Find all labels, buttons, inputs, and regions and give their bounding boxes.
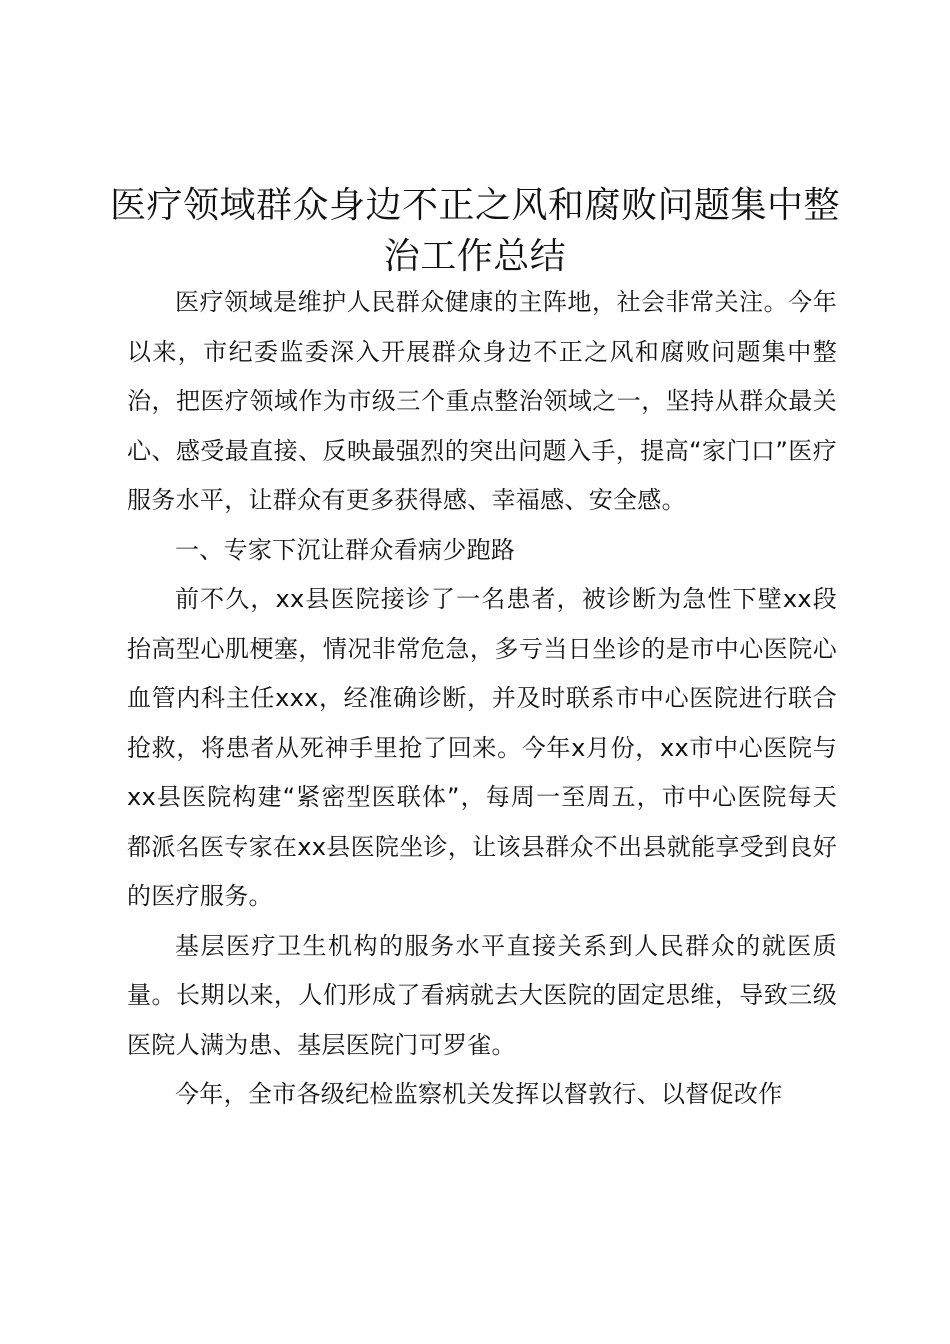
- document-title: 医疗领域群众身边不正之风和腐败问题集中整治工作总结: [109, 185, 840, 277]
- section-heading-1: 一、专家下沉让群众看病少跑路: [175, 535, 516, 564]
- paragraph-intro: 医疗领域是维护人民群众健康的主阵地，社会非常关注。今年以来，市纪委监委深入开展群众身边不正之风和腐败问题集中整治，把医疗领域作为市级三个重点整治领域之一，坚持从群众最关心、感受最直接、反映最强烈的突出问题入手，提高“家门口”医疗服务水平，让群众有更多获得感、幸福感、安全感。: [127, 288, 837, 514]
- paragraph-grassroots: 基层医疗卫生机构的服务水平直接关系到人民群众的就医质量。长期以来，人们形成了看病就去大医院的固定思维，导致三级医院人满为患、基层医院门可罗雀。: [127, 931, 837, 1059]
- document-body: [127, 278, 837, 1120]
- paragraph-this-year: 今年，全市各级纪检监察机关发挥以督敦行、以督促改作: [175, 1080, 783, 1108]
- paragraph-case: 前不久，xx县医院接诊了一名患者，被诊断为急性下壁xx段抬高型心肌梗塞，情况非常危急，多亏当日坐诊的是市中心医院心血管内科主任xxx，经准确诊断，并及时联系市中心医院进行联合抢救，将患者从死神手里抢了回来。今年x月份，xx市中心医院与xx县医院构建“紧密型医联体”，每周一至周五，市中心医院每天都派名医专家在xx县医院坐诊，让该县群众不出县就能享受到良好的医疗服务。: [127, 585, 837, 910]
